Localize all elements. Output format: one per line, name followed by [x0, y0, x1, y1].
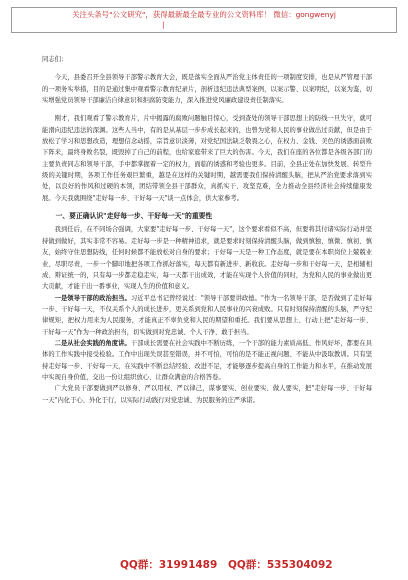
footer-qq-group-1: QQ群：31991489: [120, 559, 218, 571]
paragraph-warning-video: 刚才，我们观看了警示教育片，片中揭露的腐败问题触目惊心，受到查处的领导干部思想上的防线一旦失守，就可能滑向违纪违法的深渊。这些人当中，有的是从基层一步步成长起来的，也曾为党和人民的事业做出过贡献，但是由于放松了学习和思想改造，理想信念动摇，宗旨意识淡薄，对党纪国法缺乏敬畏之心，在权力、金钱、美色的诱惑面前败下阵来，最终身败名裂，既毁掉了自己的前程，也给家庭带来了巨大的伤害。今天，我们在座的各位都是各级各部门的主要负责同志和领导干部，手中都掌握着一定的权力，面临的诱惑和考验也更多。目前，全县正处在加快发展、转型升级的关键时期，各项工作任务艰巨繁重，越是在这样的关键时期，越需要我们保持清醒头脑，把从严治党要求落到实处，以良好的作风和过硬的本领，团结带领全县干部群众，真抓实干、攻坚克难，全力推动全县经济社会持续健康发展。今天我就围绕"走好每一步、干好每一天"谈一点体会，供大家参考。: [42, 115, 372, 202]
header-divider-text: |: [162, 20, 165, 29]
paragraph-closing: 广大党员干部要做到严以修身、严以用权、严以律己，谋事要实、创业要实、做人要实，把"走好每一步、干好每一天"内化于心、外化于行，以实际行动践行对党忠诚、为民服务的庄严承诺。: [42, 385, 372, 404]
lead-practice: 二是从社会实践的角度讲。: [54, 339, 131, 347]
paragraph-practice-text: 干部成长需要在社会实践中不断历练，一个干部的能力素质高低、作风好坏，都要在具体的工作实践中接受检验。工作中出现失误甚至错误，并不可怕，可怕的是不能正视问题、不能从中汲取教训。只有坚持走好每一步、干好每一天，在实践中不断总结经验、改进不足，才能够逐步提高自身的工作能力和水平，在推动发展中实现自身价值，交出一份让组织放心、让群众满意的合格答卷。: [42, 339, 373, 381]
lead-political: 一是领导干部的政治担当。: [54, 294, 131, 302]
paragraph-practice: [42, 338, 372, 383]
header-promo-text: 关注头条号"公文研究"，获得最新最全最专业的公文资料库！ 微信：gongwenyj: [72, 10, 336, 19]
footer-qq-group-2: QQ群：535304092: [228, 559, 333, 571]
paragraph-political: [42, 293, 372, 338]
section-heading: 一、要正确认识"走好每一步、干好每一天"的重要性: [55, 212, 213, 221]
paragraph-importance: 我到任后，在不同场合强调，大家要"走好每一步、干好每一天"，这个要求看似不高，但要将其付诸实际行动并坚持做到做好，其实非常不容易。走好每一步是一种精神追求，就是要求时刻保持清醒头脑，做到慎独、慎微、慎初、慎友，始终守住思想防线，任何时候都不能放松对自身的要求；干好每一天是一种工作态度，就是要在本职岗位上兢兢业业、尽职尽责，一步一个脚印地把各项工作抓好落实，每天都有新进步、新收获。走好每一步和干好每一天，是相辅相成、辩证统一的，只有每一步都走稳走实，每一天都干出成效，才能在实现个人价值的同时，为党和人民的事业做出更大贡献，才能干出一番事业，实现人生的价值和意义。: [42, 226, 372, 291]
document-body: [42, 54, 372, 406]
greeting: 同志们：: [42, 56, 68, 63]
footer: [0, 555, 408, 573]
header-banner: [11, 7, 397, 33]
paragraph-political-text: 习近平总书记曾经说过："领导干部要讲政德。"作为一名领导干部，是否做到了走好每一步、干好每一天，不仅关系个人的成长进步，更关系到党和人民事业的兴衰成败。只有时刻保持清醒的头脑，严守纪律规矩，把权力用来为人民服务，才能真正不辜负党和人民的期望和重托。我们要从思想上、行动上把"走好每一步、干好每一天"作为一种政治担当，切实做到对党忠诚、个人干净、敢于担当。: [42, 294, 373, 336]
paragraph-intro: 今天，县委召开全县领导干部警示教育大会，既是落实全面从严治党主体责任的一项制度安排，也是从严管理干部的一项务实举措，目的是通过集中观看警示教育纪录片，剖析违纪违法典型案例，以案示警、以案明纪，以案为鉴，切实增强党员领导干部廉洁自律意识和拒腐防变能力，深入推进党风廉政建设责任制落实。: [42, 74, 372, 105]
